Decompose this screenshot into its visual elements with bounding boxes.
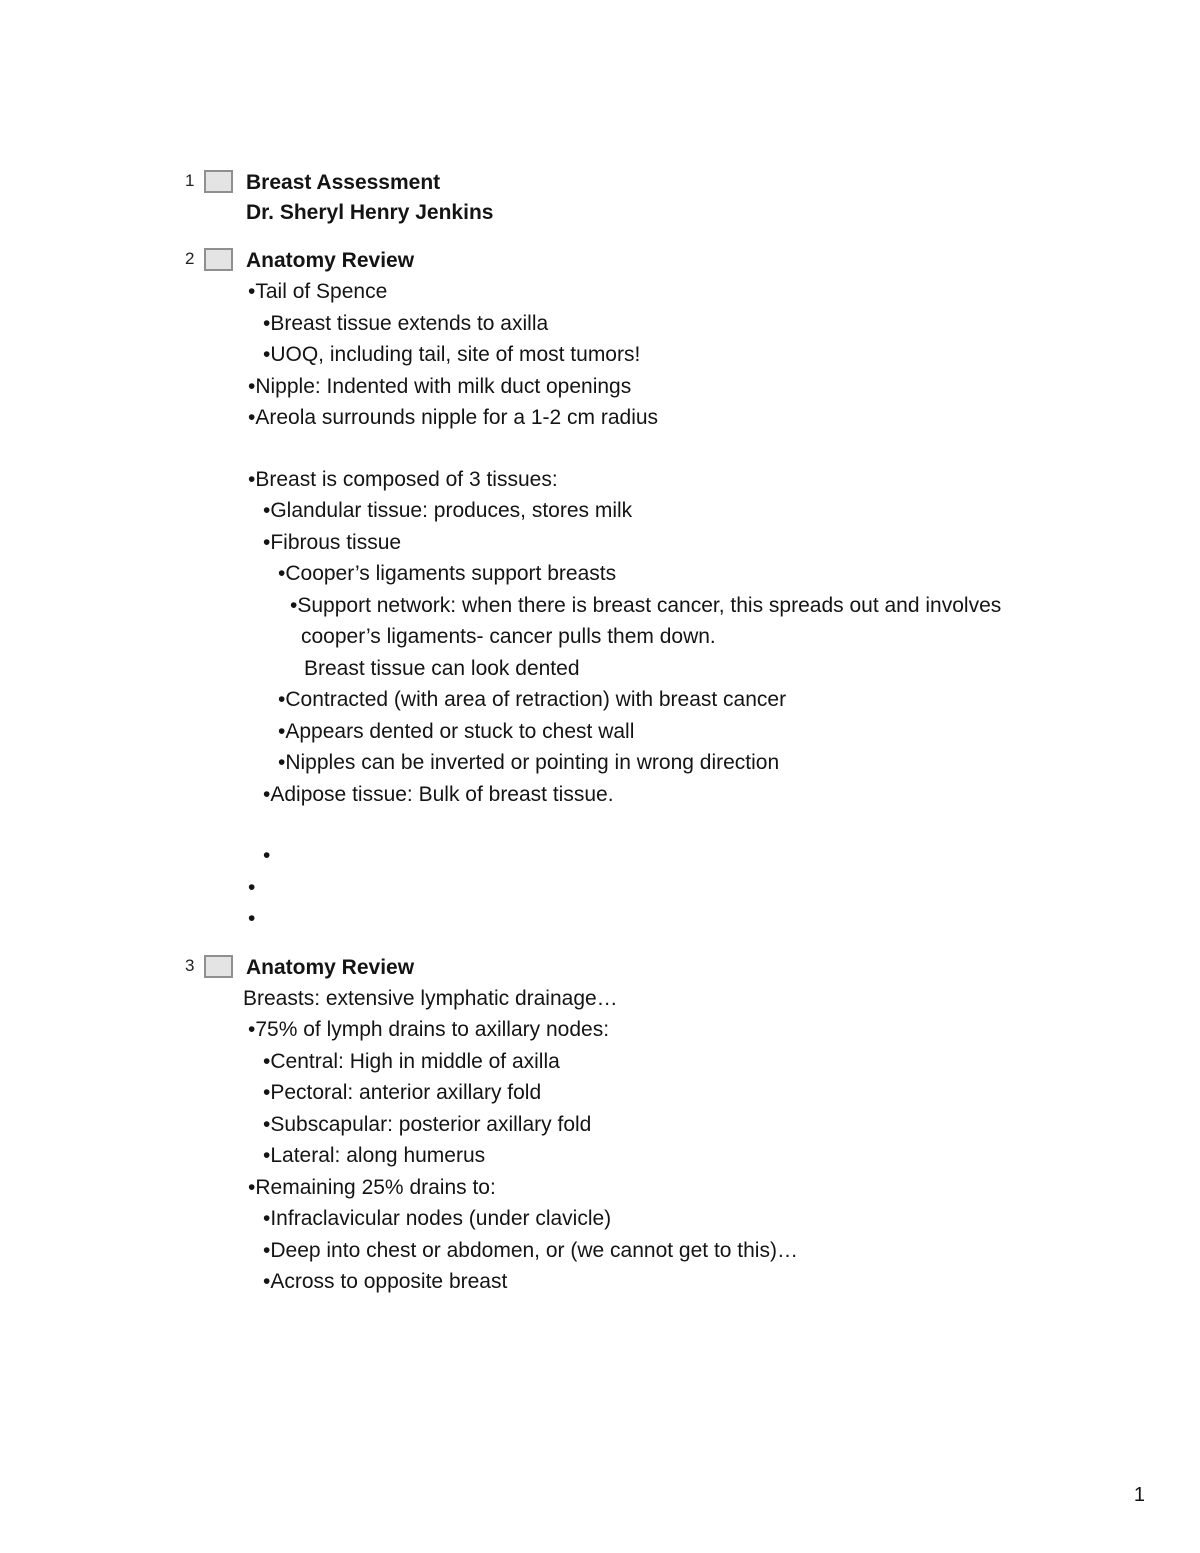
slide-checkbox[interactable] xyxy=(204,248,233,271)
bullet-item: •Adipose tissue: Bulk of breast tissue. xyxy=(263,782,614,806)
bullet-item: •Pectoral: anterior axillary fold xyxy=(263,1081,542,1104)
slide-number: 3 xyxy=(185,955,195,975)
slide-2-header xyxy=(185,246,1015,276)
slide-1 xyxy=(185,168,1015,228)
slide-subtitle: Dr. Sheryl Henry Jenkins xyxy=(246,201,494,224)
slide-checkbox[interactable] xyxy=(204,955,233,978)
slide-1-header xyxy=(185,168,1015,228)
bullet-item: •Remaining 25% drains to: xyxy=(248,1175,496,1199)
bullet-item: •Lateral: along humerus xyxy=(263,1144,486,1167)
slide-title: Anatomy Review xyxy=(246,955,415,979)
bullet-item: •Nipple: Indented with milk duct openings xyxy=(248,374,632,398)
bullet-item: •Appears dented or stuck to chest wall xyxy=(278,719,635,743)
slide-2 xyxy=(185,246,1015,935)
slide-number: 1 xyxy=(185,171,195,190)
bullet-item: •Subscapular: posterior axillary fold xyxy=(263,1112,592,1136)
bullet-item: •Fibrous tissue xyxy=(263,530,402,554)
bullet-item: •Across to opposite breast xyxy=(263,1270,508,1293)
slide-title-block xyxy=(246,246,414,276)
empty-bullet-item: • xyxy=(263,844,271,867)
bullet-item: •Glandular tissue: produces, stores milk xyxy=(263,499,633,522)
slide-3-header xyxy=(185,953,1015,983)
slide-title: Anatomy Review xyxy=(246,249,415,272)
slide-3-body xyxy=(243,983,1009,1298)
bullet-item: •Deep into chest or abdomen, or (we cannot get to this)… xyxy=(263,1238,798,1262)
slide-title-block xyxy=(246,953,414,983)
bullet-item: •Tail of Spence xyxy=(248,280,388,303)
bullet-item: •Nipples can be inverted or pointing in wrong direction xyxy=(278,751,780,774)
empty-bullet-item: • xyxy=(248,875,256,899)
bullet-item: •Central: High in middle of axilla xyxy=(263,1049,560,1073)
slide-checkbox[interactable] xyxy=(204,170,233,193)
bullet-item: •Breast tissue extends to axilla xyxy=(263,311,549,335)
slide-title-block xyxy=(246,168,493,228)
bullet-item: •Breast is composed of 3 tissues: xyxy=(248,467,558,491)
bullet-item: •Areola surrounds nipple for a 1-2 cm radius xyxy=(248,406,659,429)
bullet-item: •Contracted (with area of retraction) with breast cancer xyxy=(278,688,787,711)
page-number: 1 xyxy=(1133,1484,1145,1506)
empty-bullet-item: • xyxy=(248,907,256,930)
bullet-item: •Cooper’s ligaments support breasts xyxy=(278,562,617,585)
document-content xyxy=(185,168,1015,1316)
slide-number: 2 xyxy=(185,249,195,268)
bullet-item: •Support network: when there is breast cancer, this spreads out and involves cooper’s ligaments- cancer pulls them down. xyxy=(290,593,1002,648)
bullet-item: •75% of lymph drains to axillary nodes: xyxy=(248,1018,610,1041)
bullet-item: •UOQ, including tail, site of most tumors! xyxy=(263,343,641,366)
slide-title: Breast Assessment xyxy=(246,171,441,194)
slide-2-body xyxy=(243,276,1009,935)
slide-3 xyxy=(185,953,1015,1298)
plain-line: Breasts: extensive lymphatic drainage… xyxy=(243,986,618,1010)
bullet-item: •Infraclavicular nodes (under clavicle) xyxy=(263,1207,612,1230)
bullet-item-continuation: Breast tissue can look dented xyxy=(304,656,580,680)
